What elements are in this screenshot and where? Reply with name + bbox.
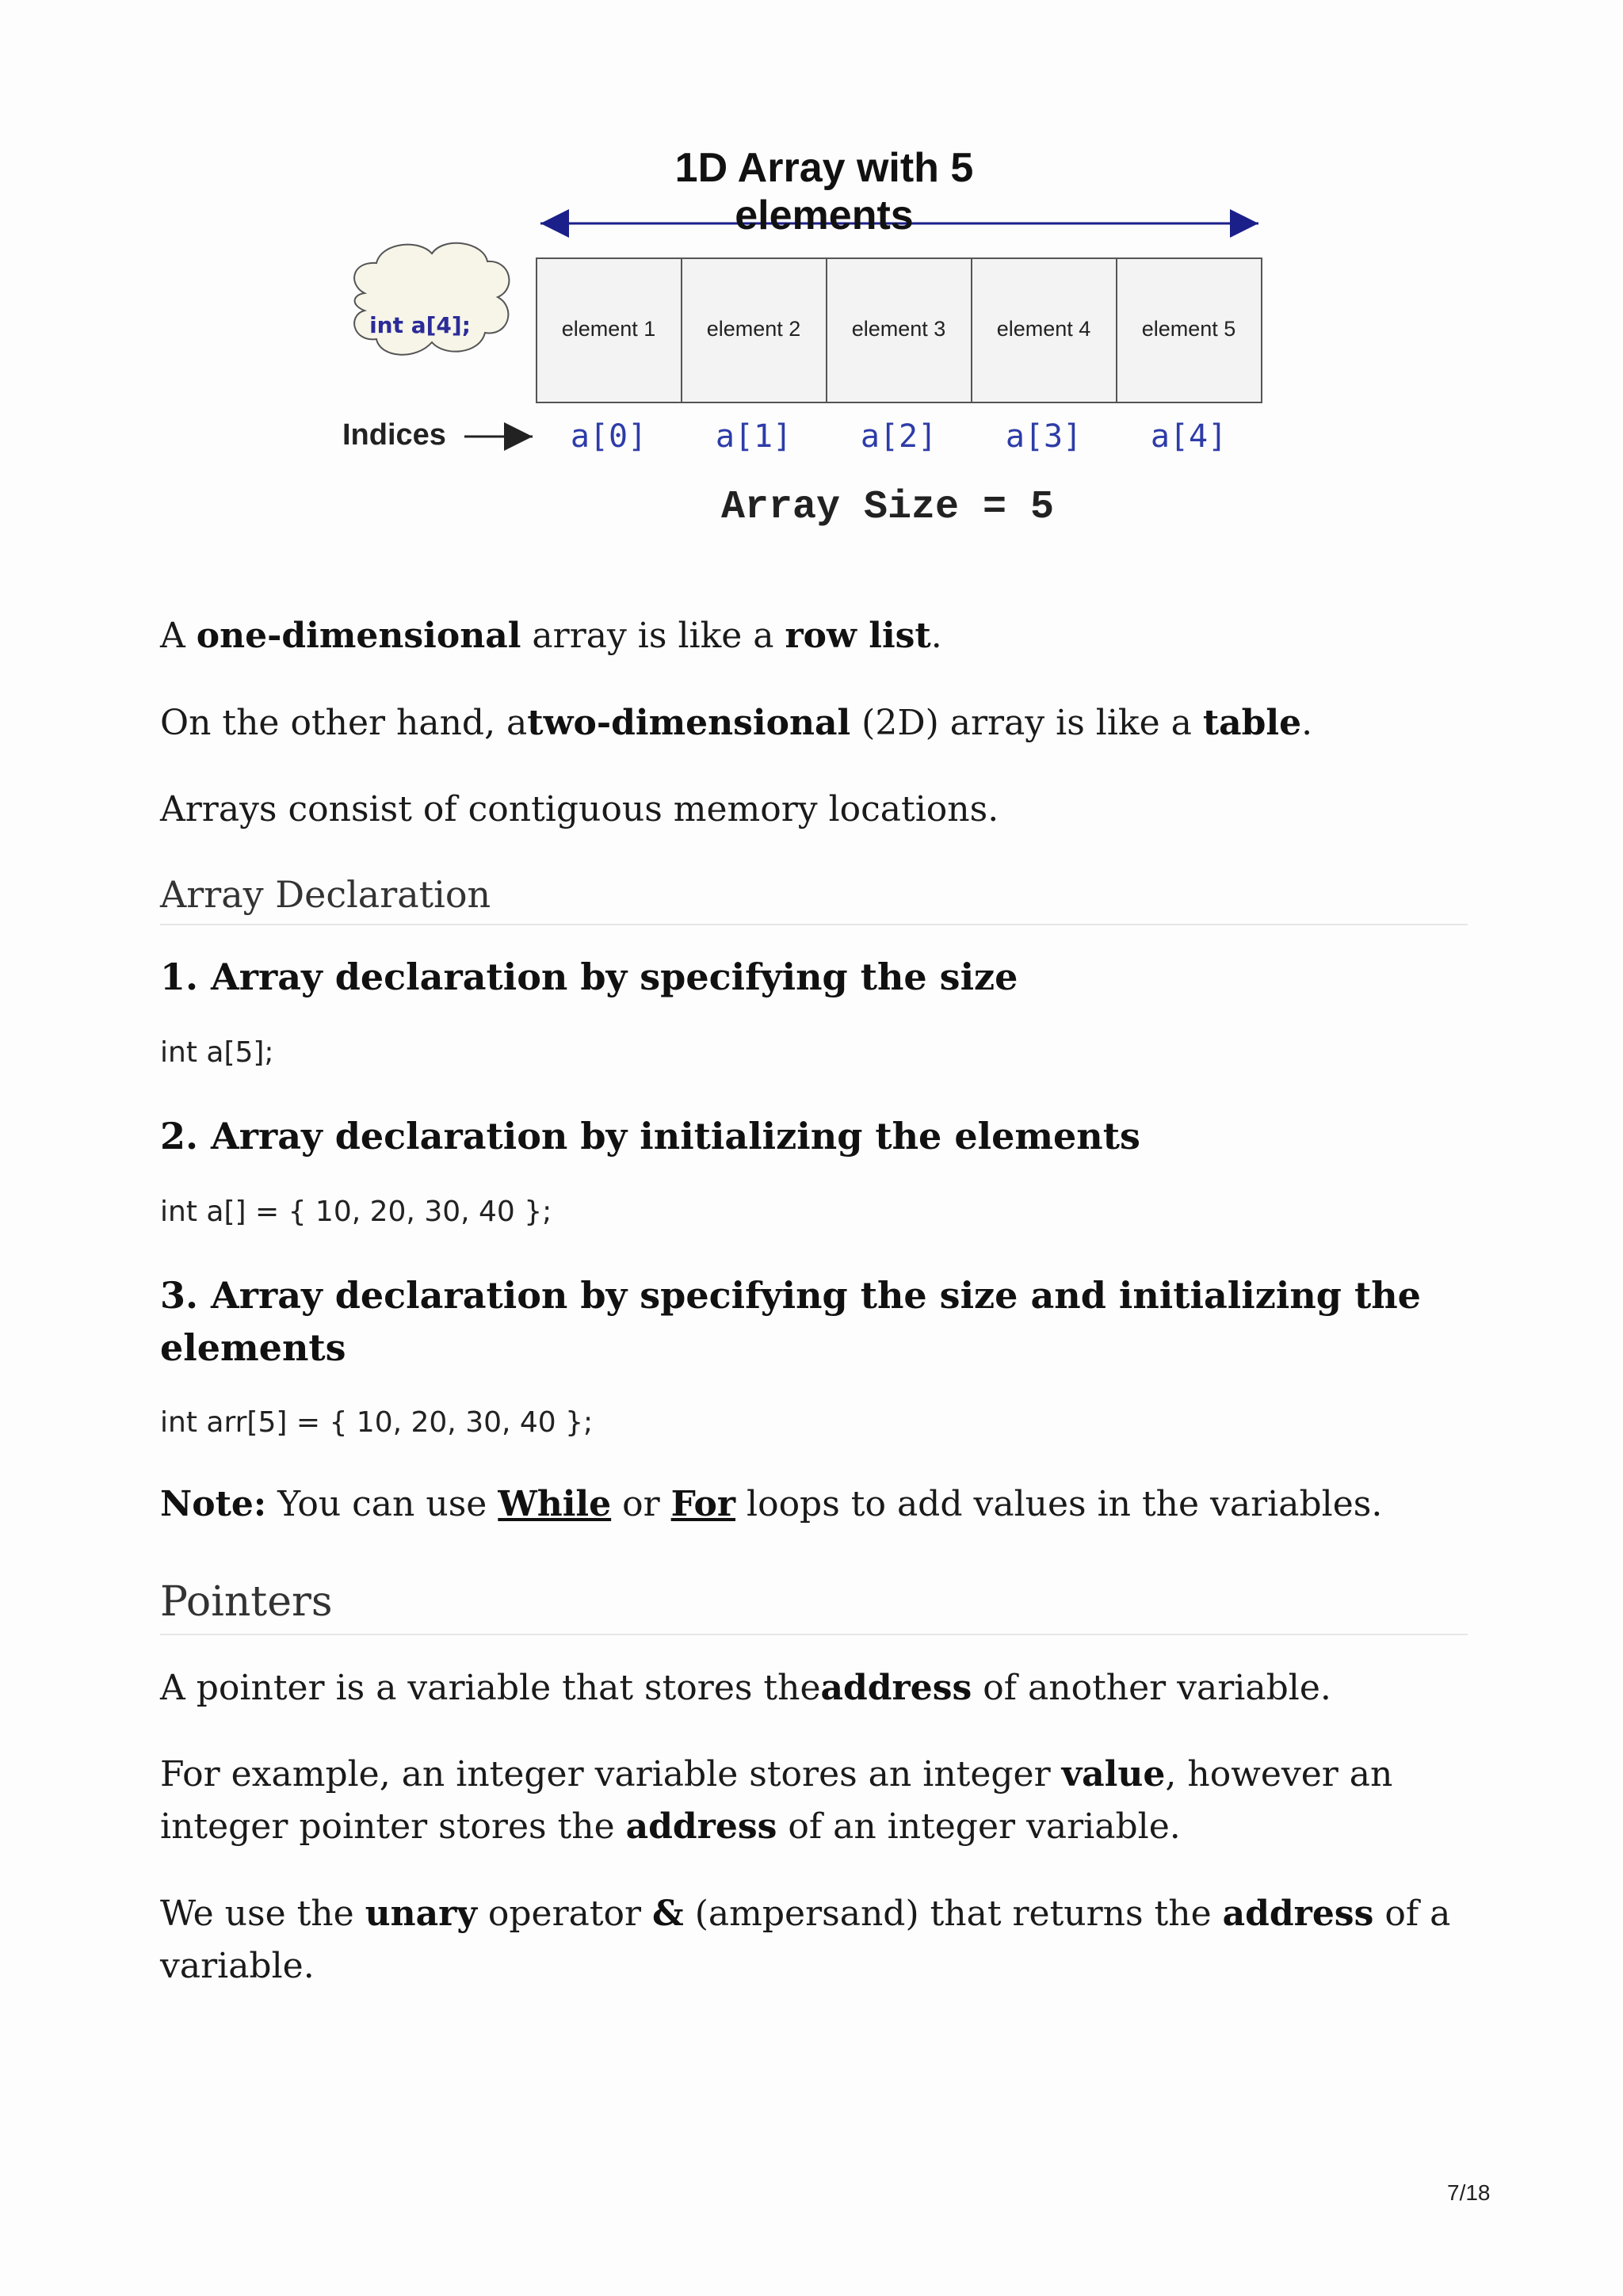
code-snippet: int a[5]; — [160, 1036, 274, 1069]
bold-term: two-dimensional — [527, 703, 851, 743]
index-label: a[1] — [715, 418, 792, 455]
text: On the other hand, a — [160, 703, 528, 743]
text: of an integer variable. — [777, 1806, 1181, 1847]
pointers-paragraph-3 — [160, 1888, 1468, 1993]
text: (ampersand) that returns the — [683, 1894, 1223, 1934]
text: For example, an integer variable stores an integer — [160, 1754, 1062, 1794]
note-label: Note: — [160, 1484, 267, 1524]
cell-label: element 4 — [996, 317, 1091, 341]
indices-label: Indices — [342, 418, 446, 452]
bold-term: & — [652, 1894, 684, 1934]
page-number: 7/18 — [1447, 2180, 1491, 2205]
cell-label: element 2 — [706, 317, 801, 341]
text: of a variable. — [160, 1894, 1451, 1986]
index-label: a[3] — [1005, 418, 1083, 455]
array-diagram — [333, 135, 1316, 563]
text: You can use — [266, 1484, 498, 1524]
bold-term: address — [1222, 1894, 1374, 1934]
text: , however an integer pointer stores the — [160, 1754, 1393, 1847]
cell-label: element 5 — [1141, 317, 1236, 341]
intro-paragraph-1 — [160, 610, 1468, 662]
code-snippet: int a[] = { 10, 20, 30, 40 }; — [160, 1196, 552, 1228]
intro-paragraph-2 — [160, 697, 1468, 749]
bold-term: address — [820, 1668, 972, 1708]
text: A pointer is a variable that stores the — [160, 1668, 821, 1708]
index-label: a[4] — [1150, 418, 1228, 455]
text: array is like a — [521, 616, 785, 656]
index-label: a[2] — [860, 418, 938, 455]
text: or — [611, 1484, 671, 1524]
bold-term: row list — [785, 616, 931, 656]
text: We use the — [160, 1894, 365, 1934]
cell-label: element 3 — [851, 317, 946, 341]
intro-paragraph-3: Arrays consist of contiguous memory locations. — [160, 789, 999, 830]
text: . — [1301, 703, 1313, 743]
for-link[interactable]: For — [670, 1484, 736, 1524]
text: . — [930, 616, 942, 656]
declaration-item-title: 2. Array declaration by initializing the elements — [160, 1115, 1140, 1158]
bold-term: one-dimensional — [196, 616, 521, 656]
declaration-item-title: 3. Array declaration by specifying the size and initializing the elements — [160, 1274, 1421, 1369]
note-paragraph — [160, 1478, 1468, 1531]
text: loops to add values in the variables. — [735, 1484, 1383, 1524]
bold-term: table — [1202, 703, 1302, 743]
pointers-paragraph-1 — [160, 1662, 1468, 1714]
bold-term: value — [1061, 1754, 1166, 1794]
code-snippet: int arr[5] = { 10, 20, 30, 40 }; — [160, 1406, 594, 1439]
text: (2D) array is like a — [850, 703, 1203, 743]
text: of another variable. — [972, 1668, 1331, 1708]
array-size-label: Array Size = 5 — [720, 485, 1055, 530]
declaration-label: int a[4]; — [369, 312, 471, 338]
diagram-title: 1D Array with 5 elements — [674, 145, 974, 238]
cell-label: element 1 — [561, 317, 656, 341]
section-heading-array-declaration: Array Declaration — [160, 873, 1468, 925]
while-link[interactable]: While — [498, 1484, 612, 1524]
text: A — [160, 616, 197, 656]
bold-term: unary — [365, 1894, 477, 1934]
section-heading-pointers: Pointers — [160, 1578, 1468, 1635]
text: operator — [476, 1894, 653, 1934]
bold-term: address — [625, 1806, 777, 1847]
index-label: a[0] — [570, 418, 647, 455]
pointers-paragraph-2 — [160, 1749, 1468, 1853]
declaration-item-title: 1. Array declaration by specifying the size — [160, 955, 1018, 998]
